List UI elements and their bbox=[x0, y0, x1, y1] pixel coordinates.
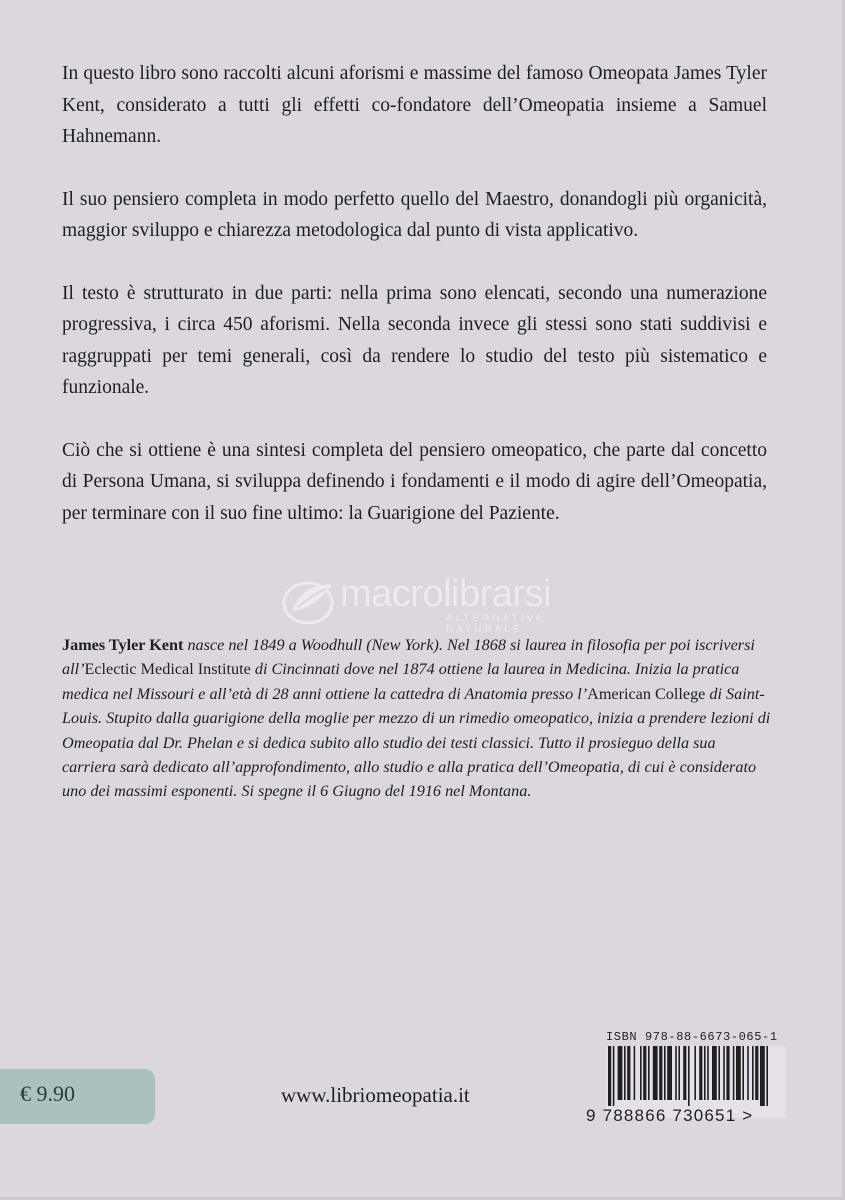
description-paragraph-1: In questo libro sono raccolti alcuni aforismi e massime del famoso Omeopata James Tyler Kent, considerato a tutti gli effetti co-fondatore dell’Omeopatia insieme a Samuel Hahnemann. bbox=[62, 63, 767, 147]
leaf-logo-icon bbox=[278, 575, 340, 625]
macrolibrarsi-watermark bbox=[278, 573, 608, 633]
bio-text-2: di Cincinnati dove nel 1874 ottiene la laurea in Medicina. Inizia la pratica medica nel Missouri e all’età di 28 anni ottiene la cattedra di Anatomia presso l’ bbox=[62, 660, 740, 703]
author-name: James Tyler Kent bbox=[62, 636, 184, 654]
bio-college: American College bbox=[587, 684, 706, 703]
watermark-subtitle: ALTERNATIVA NATURALE bbox=[446, 613, 545, 635]
bio-institute: Eclectic Medical Institute bbox=[84, 660, 251, 679]
book-description bbox=[62, 58, 767, 560]
isbn-label: ISBN 978-88-6673-065-1 bbox=[606, 1030, 778, 1044]
price-tag bbox=[0, 1069, 155, 1124]
watermark-title: macrolibrarsi bbox=[340, 573, 551, 615]
description-paragraph-3: Il testo è strutturato in due parti: nella prima sono elencati, secondo una numerazione progressiva, i circa 450 aforismi. Nella seconda invece gli stessi sono stati suddivisi e raggruppati per temi generali, così da rendere lo studio del testo più sistematico e funzionale. bbox=[62, 282, 767, 398]
author-biography bbox=[62, 633, 772, 804]
description-paragraph-4: Ciò che si ottiene è una sintesi completa del pensiero omeopatico, che parte dal concetto di Persona Umana, si sviluppa definendo i fondamenti e il modo di agire dell’Omeopatia, per terminare con il suo fine ultimo: la Guarigione del Paziente. bbox=[62, 439, 767, 524]
publisher-website: www.libriomeopatia.it bbox=[281, 1083, 470, 1107]
description-paragraph-2: Il suo pensiero completa in modo perfetto quello del Maestro, donandogli più organicità, maggior sviluppo e chiarezza metodologica dal punto di vista applicativo. bbox=[62, 188, 767, 241]
bio-text-1: nasce nel 1849 a Woodhull (New York). Nel 1868 si laurea in filosofia per poi iscriversi all’ bbox=[62, 636, 755, 679]
barcode-digits: 9 788866 730651 > bbox=[586, 1106, 754, 1125]
bio-text-3: di Saint-Louis. Stupito dalla guarigione della moglie per mezzo di un rimedio omeopatico, inizia a prendere lezioni di Omeopatia dal Dr. Phelan e si dedica subito allo studio dei testi classici. Tutto il prosieguo della sua carriera sarà dedicato all’approfondimento, allo studio e alla pratica dell’Omeopatia, di cui è considerato uno dei massimi esponenti. Si spegne il 6 Giugno del 1916 nel Montana. bbox=[62, 684, 771, 801]
price-value: € 9.90 bbox=[20, 1081, 75, 1106]
barcode-bars bbox=[606, 1046, 786, 1106]
